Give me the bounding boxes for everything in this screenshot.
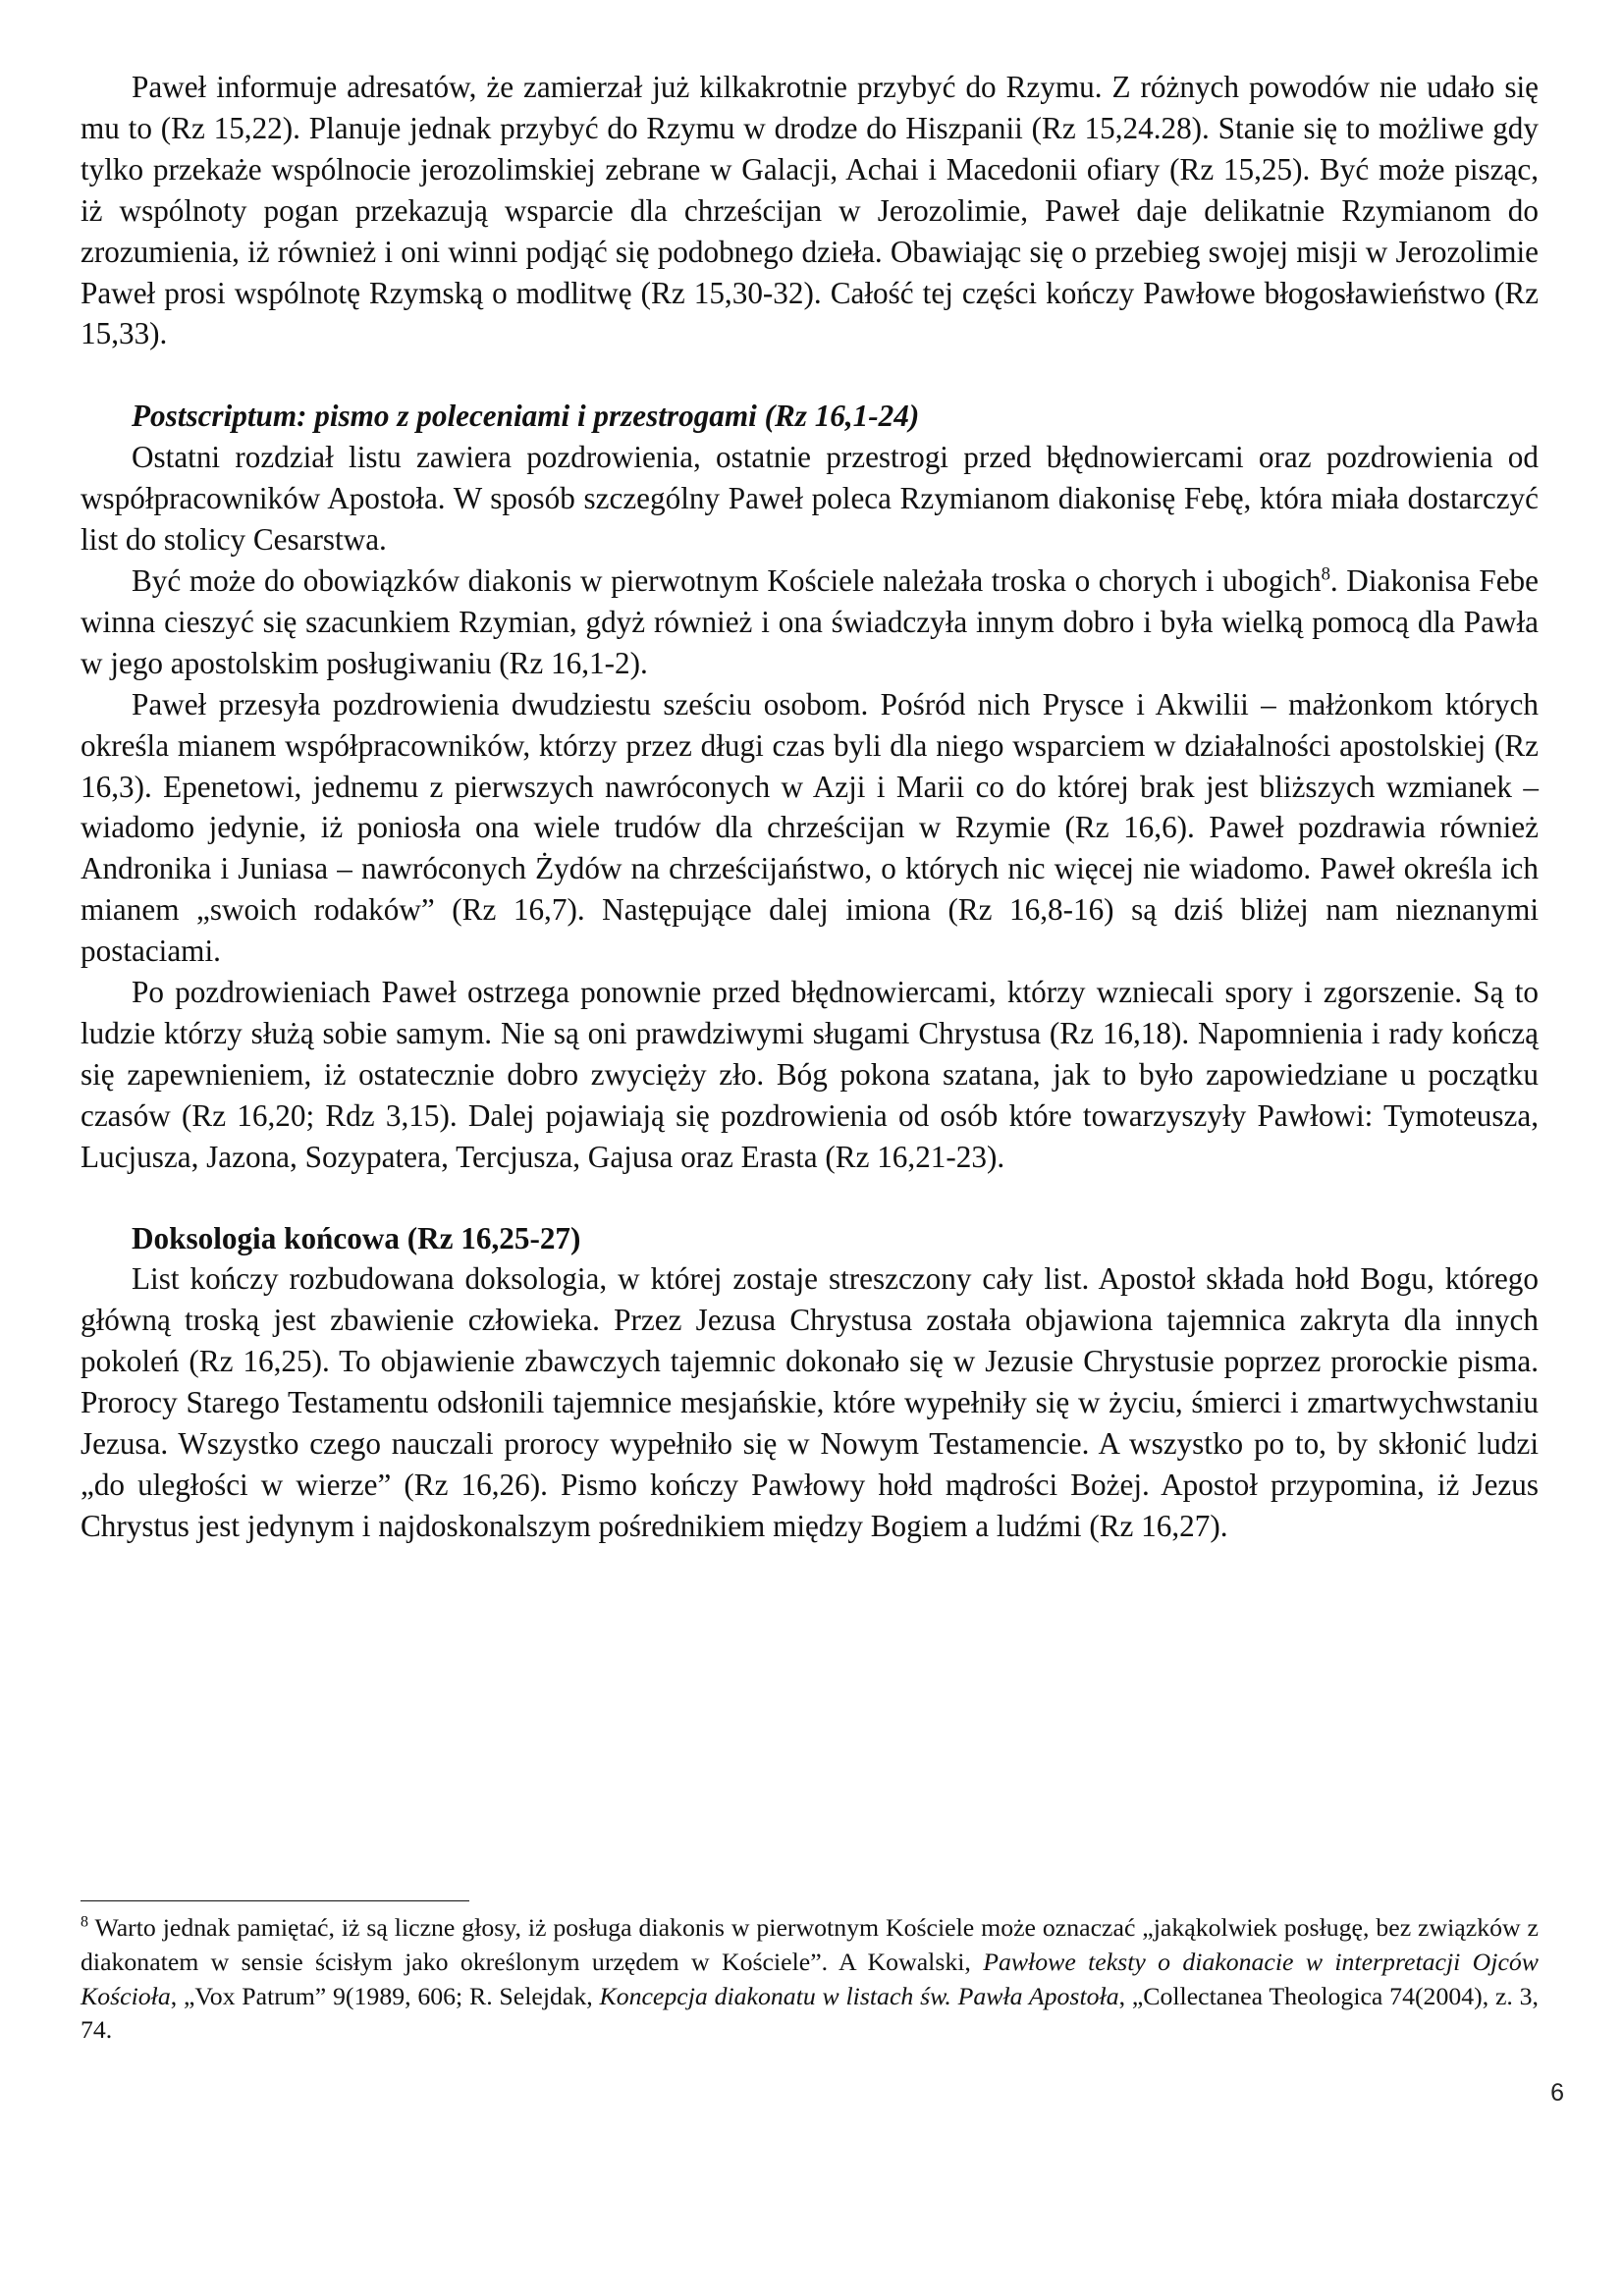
paragraph-3-text-start: Być może do obowiązków diakonis w pierwotnym Kościele należała troska o chorych i ubogich — [132, 562, 1322, 598]
footnotes-area — [81, 1911, 1539, 2048]
footnote-title-2: Koncepcja diakonatu w listach św. Pawła Apostoła — [599, 1981, 1119, 2010]
footnote-text-part-1: Warto jednak pamiętać, iż są liczne głosy, iż posługa diakonis w pierwotnym Kościele może oznaczać „jakąkolwiek posługę, bez związków z diakonatem w sensie ścisłym jako określonym urzędem w Kościele”. A Kowalski, — [81, 1913, 1539, 1976]
body-paragraph-6: List kończy rozbudowana doksologia, w której zostaje streszczony cały list. Apostoł składa hołd Bogu, którego główną troską jest zbawienie człowieka. Przez Jezusa Chrystusa została objawiona tajemnica zakryta dla innych pokoleń (Rz 16,25). To objawienie zbawczych tajemnic dokonało się w Jezusie Chrystusie poprzez prorockie pisma. Prorocy Starego Testamentu odsłonili tajemnice mesjańskie, które wypełniły się w życiu, śmierci i zmartwychwstaniu Jezusa. Wszystko czego nauczali prorocy wypełniło się w Nowym Testamencie. A wszystko po to, by skłonić ludzi „do uległości w wierze” (Rz 16,26). Pismo kończy Pawłowy hołd mądrości Bożej. Apostoł przypomina, iż Jezus Chrystus jest jedynym i najdoskonalszym pośrednikiem między Bogiem a ludźmi (Rz 16,27). — [81, 1261, 1539, 1543]
footnote-8 — [81, 1911, 1539, 2048]
document-page — [81, 67, 1539, 1547]
body-paragraph-4: Paweł przesyła pozdrowienia dwudziestu sześciu osobom. Pośród nich Prysce i Akwilii – małżonkom których określa mianem współpracowników, którzy przez długi czas byli dla niego wsparciem w działalności apostolskiej (Rz 16,3). Epenetowi, jednemu z pierwszych nawróconych w Azji i Marii co do której brak jest bliższych wzmianek – wiadomo jedynie, iż poniosła ona wiele trudów dla chrześcijan w Rzymie (Rz 16,6). Paweł pozdrawia również Andronika i Juniasa – nawróconych Żydów na chrześcijaństwo, o których nic więcej nie wiadomo. Paweł określa ich mianem „swoich rodaków” (Rz 16,7). Następujące dalej imiona (Rz 16,8-16) są dziś bliżej nam nieznanymi postaciami. — [81, 686, 1539, 969]
footnote-separator — [81, 1900, 469, 1901]
body-paragraph-1: Paweł informuje adresatów, że zamierzał już kilkakrotnie przybyć do Rzymu. Z różnych powodów nie udało się mu to (Rz 15,22). Planuje jednak przybyć do Rzymu w drodze do Hiszpanii (Rz 15,24.28). Stanie się to możliwe gdy tylko przekaże wspólnocie jerozolimskiej zebrane w Galacji, Achai i Macedonii ofiary (Rz 15,25). Być może pisząc, iż wspólnoty pogan przekazują wsparcie dla chrześcijan w Jerozolimie, Paweł daje delikatnie Rzymianom do zrozumienia, iż również i oni winni podjąć się podobnego dzieła. Obawiając się o przebieg swojej misji w Jerozolimie Paweł prosi wspólnotę Rzymską o modlitwę (Rz 15,30-32). Całość tej części kończy Pawłowe błogosławieństwo (Rz 15,33). — [81, 70, 1539, 351]
footnote-text-part-3: , „Collectanea Theologica 74(2004), z. 3, 74. — [81, 1981, 1539, 2045]
footnote-text-part-2: , „Vox Patrum” 9(1989, 606; R. Selejdak, — [170, 1981, 600, 2010]
body-paragraph-5: Po pozdrowieniach Paweł ostrzega ponownie przed błędnowiercami, którzy wzniecali spory i zgorszenie. Są to ludzie którzy służą sobie samym. Nie są oni prawdziwymi sługami Chrystusa (Rz 16,18). Napomnienia i rady kończą się zapewnieniem, iż ostatecznie dobro zwycięży zło. Bóg pokona szatana, jak to było zapowiedziane u początku czasów (Rz 16,20; Rdz 3,15). Dalej pojawiają się pozdrowienia od osób które towarzyszyły Pawłowi: Tymoteusza, Lucjusza, Jazona, Sozypatera, Tercjusza, Gajusa oraz Erasta (Rz 16,21-23). — [81, 975, 1539, 1174]
footnote-title-1: Pawłowe teksty o diakonacie w interpretacji Ojców Kościoła — [81, 1947, 1539, 2010]
section-heading-doksologia: Doksologia końcowa (Rz 16,25-27) — [132, 1220, 581, 1255]
footnote-number: 8 — [81, 1913, 88, 1931]
footnote-reference-8[interactable]: 8 — [1321, 563, 1330, 585]
body-paragraph-2: Ostatni rozdział listu zawiera pozdrowienia, ostatnie przestrogi przed błędnowiercami oraz pozdrowienia od współpracowników Apostoła. W sposób szczególny Paweł poleca Rzymianom diakonisę Febę, która miała dostarczyć list do stolicy Cesarstwa. — [81, 440, 1539, 558]
page-number: 6 — [1550, 2079, 1564, 2107]
section-heading-postscriptum: Postscriptum: pismo z poleceniami i przestrogami (Rz 16,1-24) — [132, 399, 920, 434]
body-paragraph-3 — [81, 561, 1539, 684]
paragraph-3-text-end: . Diakonisa Febe winna cieszyć się szacunkiem Rzymian, gdyż również i ona świadczyła innym dobro i była wielką pomocą dla Pawła w jego apostolskim posługiwaniu (Rz 16,1-2). — [81, 562, 1539, 680]
